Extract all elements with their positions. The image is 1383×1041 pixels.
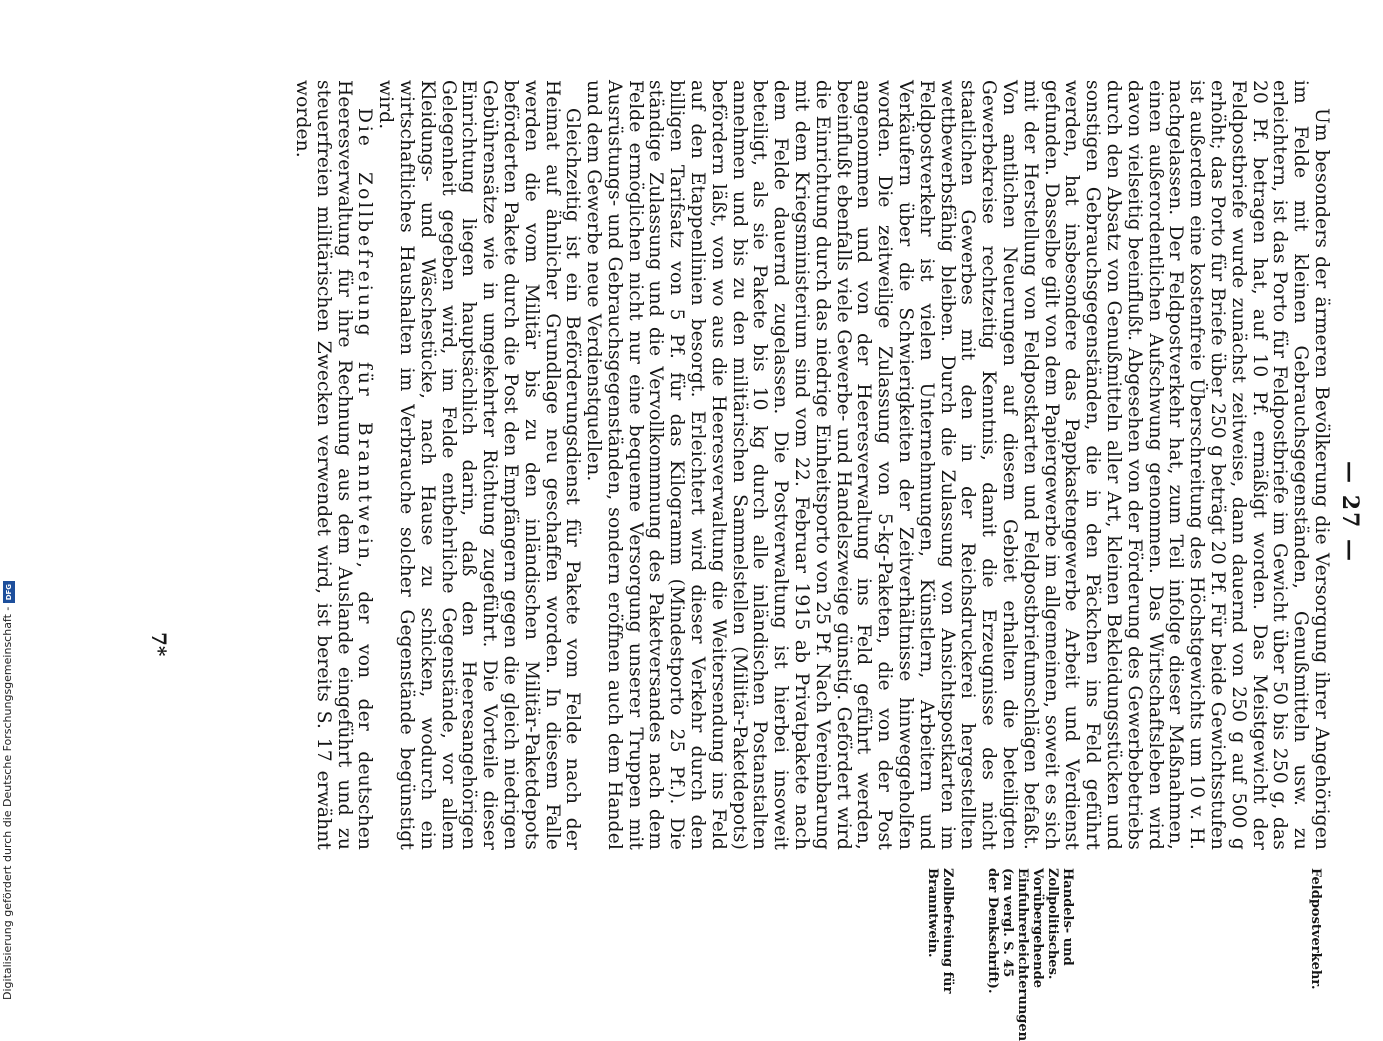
- margin-note-feldpost: Feldpostverkehr.: [1308, 868, 1323, 990]
- paragraph-feldpost: Um besonders der ärmeren Bevölkerung die Versorgung ihrer Angehörigen im Felde mit kleinen Gebrauchsgegenständen, Genußmitteln usw. zu erleichtern, ist das Porto für Feldpostbriefe im Gewicht über 50 bis 250 g, das 20 Pf. betragen hat, auf 10 Pf. ermäßigt worden. Das Meistgewicht der Feldpostbriefe wurde zunächst zeitweise, dann dauernd von 250 g auf 500 g erhöht; das Porto für Briefe über 250 g beträgt 20 Pf. Für beide Gewichtsstufen ist außerdem eine kostenfreie Überschreitung des Höchstgewichts um 10 v. H. nachgelassen. Der Feldpostverkehr hat, zum Teil infolge dieser Maßnahmen, einen außerordentlichen Aufschwung genommen. Das Wirtschaftsleben wird davon vielseitig beeinflußt. Abgesehen von der Förderung des Gewerbebetriebs durch den Absatz von Genußmitteln aller Art, kleinen Bekleidungsstücken und sonstigen Gebrauchsgegenständen, die in den Päckchen ins Feld geführt werden, hat insbesondere das Pappkastengewerbe Arbeit und Verdienst gefunden. Dasselbe gilt von dem Papiergewerbe im allgemeinen, soweit es sich mit der Herstellung von Feldpostkarten und Feldpostbriefumschlägen befaßt. Von amtlichen Neuerungen auf diesem Gebiet erhalten die beteiligten Gewerbekreise rechtzeitig Kenntnis, damit die Erzeugnisse des nicht staatlichen Gewerbes mit den in der Reichsdruckerei hergestellten wettbewerbsfähig bleiben. Durch die Zulassung von Ansichtspostkarten im Feldpostverkehr ist vielen Unternehmungen, Künstlern, Arbeitern und Verkäufern über die Schwierigkeiten der Zeitverhältnisse hinweggeholfen worden. Die zeitweilige Zulassung von 5-kg-Paketen, die von der Post angenommen und von der Heeresverwaltung ins Feld geführt werden, beeinflußt ebenfalls viele Gewerbe- und Handelszweige günstig. Gefördert wird die Einrichtung durch das niedrige Einheitsporto von 25 Pf. Nach Vereinbarung mit dem Kriegsministerium sind vom 22. Februar 1915 ab Privatpakete nach dem Felde dauernd zugelassen. Die Postverwaltung ist hierbei insoweit beteiligt, als sie Pakete bis 10 kg durch alle inländischen Postanstalten annehmen und bis zu den militärischen Sammelstellen (Militär-Paketdepots) befördern läßt, von wo aus die Heeresverwaltung die Weitersendung ins Feld auf den Etappenlinien besorgt. Erleichtert wird dieser Verkehr durch den billigen Tarifsatz von 5 Pf. für das Kilogramm (Mindestporto 25 Pf.). Die ständige Zulassung und die Vervollkommnung des Paketversandes nach dem Felde ermöglichen nicht nur eine bequeme Versorgung unserer Truppen mit Ausrüstungs- und Gebrauchsgegenständen, sondern eröffnen auch dem Handel und dem Gewerbe neue Verdienstquellen.: [583, 80, 1332, 850]
- paragraph-zollbefreiung: [291, 80, 374, 850]
- paragraph-paketdienst: Gleichzeitig ist ein Beförderungsdienst für Pakete vom Felde nach der Heimat auf ähnlicher Grundlage neu geschaffen worden. In diesem Falle werden die vom Militär bis zu den inländischen Militär-Paketdepots beförderten Pakete durch die Post den Empfängern gegen die gleich niedrigen Gebührensätze wie in umgekehrter Richtung zugeführt. Die Vorteile dieser Einrichtung liegen hauptsächlich darin, daß den Heeresangehörigen Gelegenheit gegeben wird, im Felde entbehrliche Gegenstände, vor allem Kleidungs- und Wäschestücke, nach Hause zu schicken, wodurch ein wirtschaftliches Haushalten im Verbrauche solcher Gegenstände begünstigt wird.: [375, 80, 584, 850]
- main-text: [291, 80, 1331, 850]
- credit-line: [0, 0, 16, 1000]
- zollbefreiung-lead: Die Zollbefreiung für Branntwein,: [354, 108, 376, 571]
- signature-mark: 7*: [147, 632, 171, 657]
- dfg-logo: DFG: [3, 581, 15, 603]
- zollbefreiung-rest: der von der deutschen Heeresverwaltung für ihre Rechnung aus dem Auslande eingeführt und zu steuerfreien militärischen Zwecken verwendet wird, ist bereits S. 17 erwähnt worden.: [291, 80, 376, 850]
- margin-note-zollbefreiung: Zollbefreiung für Branntwein.: [925, 868, 955, 994]
- page-number: — 27 —: [1337, 461, 1363, 563]
- margin-note-handelspolitik: Handels- und Zollpolitisches. Vorübergehende Einfuhrerleichterungen (zu vergl. S. 45 der Denkschrift).: [985, 868, 1075, 1041]
- credit-text: Digitalisierung gefördert durch die Deutsche Forschungsgemeinschaft -: [1, 606, 14, 1000]
